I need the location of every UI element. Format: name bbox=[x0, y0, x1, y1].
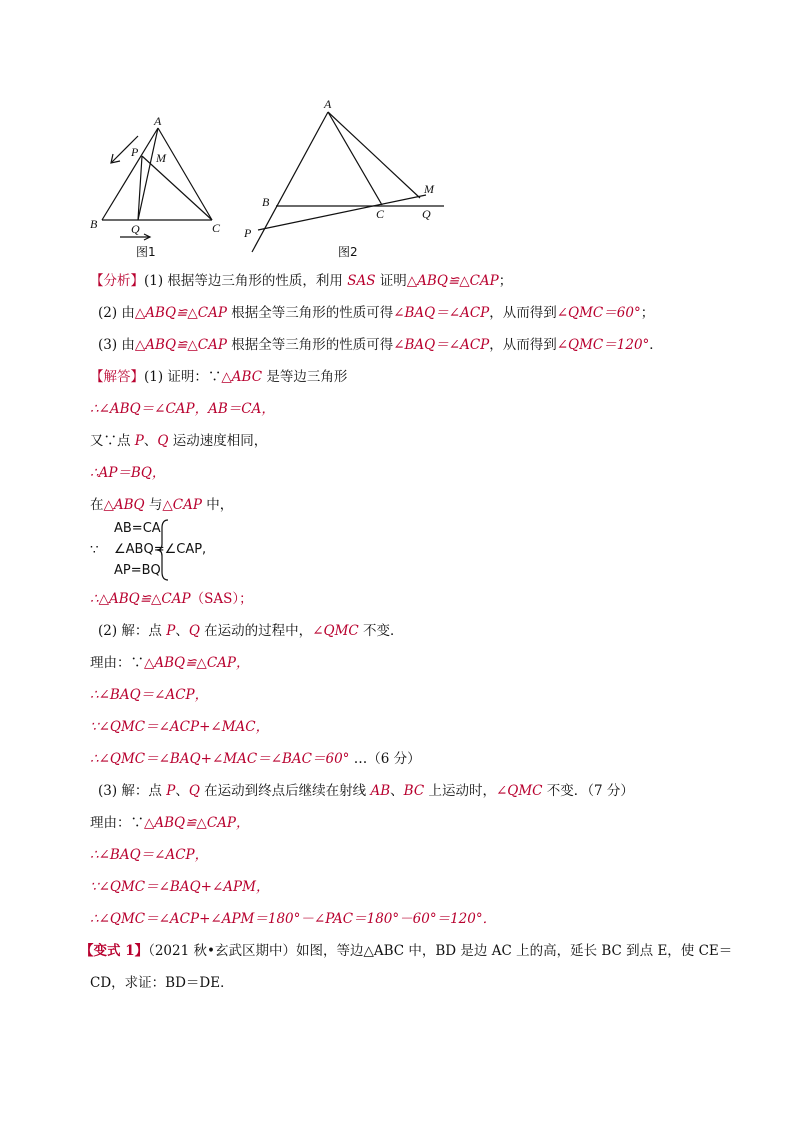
math: P bbox=[134, 433, 144, 449]
fig2-label-q: Q bbox=[422, 207, 431, 221]
fig1-label-a: A bbox=[154, 114, 162, 128]
fig2-label-m: M bbox=[424, 182, 434, 196]
math: ∴∠ABQ＝∠CAP，AB＝CA， bbox=[90, 401, 275, 417]
math: ∵∠QMC＝∠ACP+∠MAC， bbox=[90, 719, 270, 735]
solution-line-2 bbox=[90, 399, 275, 419]
math: ∴AP＝BQ， bbox=[90, 465, 166, 481]
solution-line-9 bbox=[90, 685, 208, 705]
solution-line-15 bbox=[90, 877, 269, 897]
text: ； bbox=[498, 273, 513, 289]
text: 中， bbox=[201, 497, 234, 513]
math: △CAP bbox=[162, 497, 202, 513]
variant-line-1 bbox=[80, 941, 732, 961]
math: ∠BAQ＝∠ACP bbox=[393, 305, 490, 321]
fig1-label-p: P bbox=[131, 145, 139, 159]
since-symbol: ∵ bbox=[90, 542, 99, 558]
text: 是等边三角形 bbox=[262, 369, 348, 385]
text: 不变． bbox=[358, 623, 404, 639]
math: BC bbox=[403, 783, 425, 799]
system-eq-2: ∠ABQ=∠CAP, bbox=[114, 542, 207, 557]
fig1-segment-ab bbox=[102, 128, 158, 220]
math: ∴∠BAQ＝∠ACP， bbox=[90, 847, 209, 863]
math: △ABQ bbox=[103, 497, 145, 513]
geometry-figures bbox=[80, 90, 460, 265]
text: ，从而得到 bbox=[489, 305, 557, 321]
analysis-line-2 bbox=[98, 303, 654, 323]
math: ∠QMC bbox=[495, 783, 543, 799]
text: 、 bbox=[175, 623, 189, 639]
solution-line-1 bbox=[90, 367, 347, 387]
solution-line-5 bbox=[90, 495, 233, 515]
text: ； bbox=[640, 305, 655, 321]
fig2-label-a: A bbox=[324, 97, 332, 111]
math: △ABQ≌△CAP， bbox=[144, 655, 250, 671]
fig1-segment-pc bbox=[142, 156, 212, 220]
math: ∴∠QMC＝∠ACP+∠APM＝180°－∠PAC＝180°－60°＝120°． bbox=[90, 911, 497, 927]
text: （SAS）； bbox=[190, 591, 253, 607]
text: 在运动到终点后继续在射线 bbox=[199, 783, 371, 799]
variant-line-2 bbox=[90, 973, 234, 993]
math: ∴∠BAQ＝∠ACP， bbox=[90, 687, 209, 703]
math: Q bbox=[157, 433, 169, 449]
fig1-label-q: Q bbox=[131, 222, 140, 236]
math: ∠QMC bbox=[312, 623, 359, 639]
analysis-line-3 bbox=[98, 335, 663, 355]
system-eq-1: AB=CA bbox=[114, 521, 161, 536]
text: CD，求证：BD＝DE． bbox=[90, 975, 234, 991]
text: 证明 bbox=[375, 273, 407, 289]
math: ∠QMC＝120° bbox=[556, 337, 650, 353]
math: △ABQ≌△CAP bbox=[134, 305, 227, 321]
text: (1) 证明：∵ bbox=[144, 369, 222, 385]
figure-2 bbox=[252, 112, 444, 252]
math: ∵∠QMC＝∠BAQ+∠APM， bbox=[90, 879, 270, 895]
text: 、 bbox=[175, 783, 189, 799]
solution-line-7 bbox=[98, 621, 404, 641]
text: 理由：∵ bbox=[90, 815, 144, 831]
variant-tag: 【变式 1】 bbox=[80, 943, 149, 959]
math: P bbox=[166, 783, 176, 799]
text: …（6 分） bbox=[349, 751, 421, 767]
text: 在运动的过程中， bbox=[199, 623, 313, 639]
text: 又∵点 bbox=[90, 433, 135, 449]
solution-line-12 bbox=[98, 781, 634, 801]
text: 运动速度相同， bbox=[168, 433, 268, 449]
text: (1) 根据等边三角形的性质，利用 bbox=[144, 273, 348, 289]
solution-line-8 bbox=[90, 653, 249, 673]
math: ∴∠QMC＝∠BAQ+∠MAC＝∠BAC＝60° bbox=[90, 751, 350, 767]
text: 不变．（7 分） bbox=[542, 783, 634, 799]
text: (3) 由 bbox=[98, 337, 135, 353]
text: 根据全等三角形的性质可得 bbox=[226, 337, 394, 353]
analysis-line-1 bbox=[90, 271, 512, 291]
text: （2021 秋•玄武区期中）如图，等边△ABC 中，BD 是边 AC 上的高，延长 BC 到点 E，使 CE＝ bbox=[148, 943, 733, 959]
fig2-label-c: C bbox=[376, 207, 385, 221]
fig2-segment-ac bbox=[328, 112, 382, 205]
math: SAS bbox=[347, 273, 376, 289]
fig2-label-p: P bbox=[244, 226, 252, 240]
solution-line-10 bbox=[90, 717, 269, 737]
solution-line-11 bbox=[90, 749, 421, 769]
text: (3) 解：点 bbox=[98, 783, 167, 799]
analysis-tag: 【分析】 bbox=[90, 273, 144, 289]
fig2-segment-am bbox=[328, 112, 420, 198]
text: 、 bbox=[143, 433, 158, 449]
text: 上运动时， bbox=[424, 783, 496, 799]
system-eq-3: AP=BQ bbox=[114, 563, 161, 578]
text: (2) 解：点 bbox=[98, 623, 167, 639]
math: △ABC bbox=[221, 369, 263, 385]
math: Q bbox=[188, 783, 200, 799]
text: ，从而得到 bbox=[489, 337, 557, 353]
solution-line-4 bbox=[90, 463, 165, 483]
fig2-label-b: B bbox=[262, 195, 270, 209]
fig1-segment-ac bbox=[158, 128, 212, 220]
math: △ABQ≌△CAP bbox=[406, 273, 499, 289]
text: ． bbox=[649, 337, 663, 353]
math: ∴△ABQ≌△CAP bbox=[90, 591, 191, 607]
text: 、 bbox=[390, 783, 404, 799]
math: △ABQ≌△CAP bbox=[134, 337, 227, 353]
solution-line-6 bbox=[90, 589, 253, 609]
fig1-label-b: B bbox=[90, 217, 98, 231]
text: (2) 由 bbox=[98, 305, 135, 321]
text: 与 bbox=[144, 497, 163, 513]
math: P bbox=[166, 623, 176, 639]
text: 根据全等三角形的性质可得 bbox=[226, 305, 394, 321]
solution-line-16 bbox=[90, 909, 496, 929]
math: AB bbox=[370, 783, 391, 799]
math: △ABQ≌△CAP， bbox=[144, 815, 250, 831]
solution-line-3 bbox=[90, 431, 267, 451]
figure-1 bbox=[102, 128, 212, 240]
fig2-caption: 图2 bbox=[338, 245, 358, 259]
solution-tag: 【解答】 bbox=[90, 369, 144, 385]
solution-line-13 bbox=[90, 813, 249, 833]
fig1-label-c: C bbox=[212, 221, 221, 235]
solution-line-14 bbox=[90, 845, 208, 865]
fig1-caption: 图1 bbox=[136, 245, 156, 259]
text: 理由：∵ bbox=[90, 655, 144, 671]
math: ∠BAQ＝∠ACP bbox=[393, 337, 490, 353]
fig2-line-pm bbox=[258, 195, 426, 230]
math: Q bbox=[188, 623, 200, 639]
math: ∠QMC＝60° bbox=[556, 305, 641, 321]
fig1-label-m: M bbox=[156, 151, 166, 165]
fig2-line-pa bbox=[252, 112, 328, 252]
text: 在 bbox=[90, 497, 104, 513]
